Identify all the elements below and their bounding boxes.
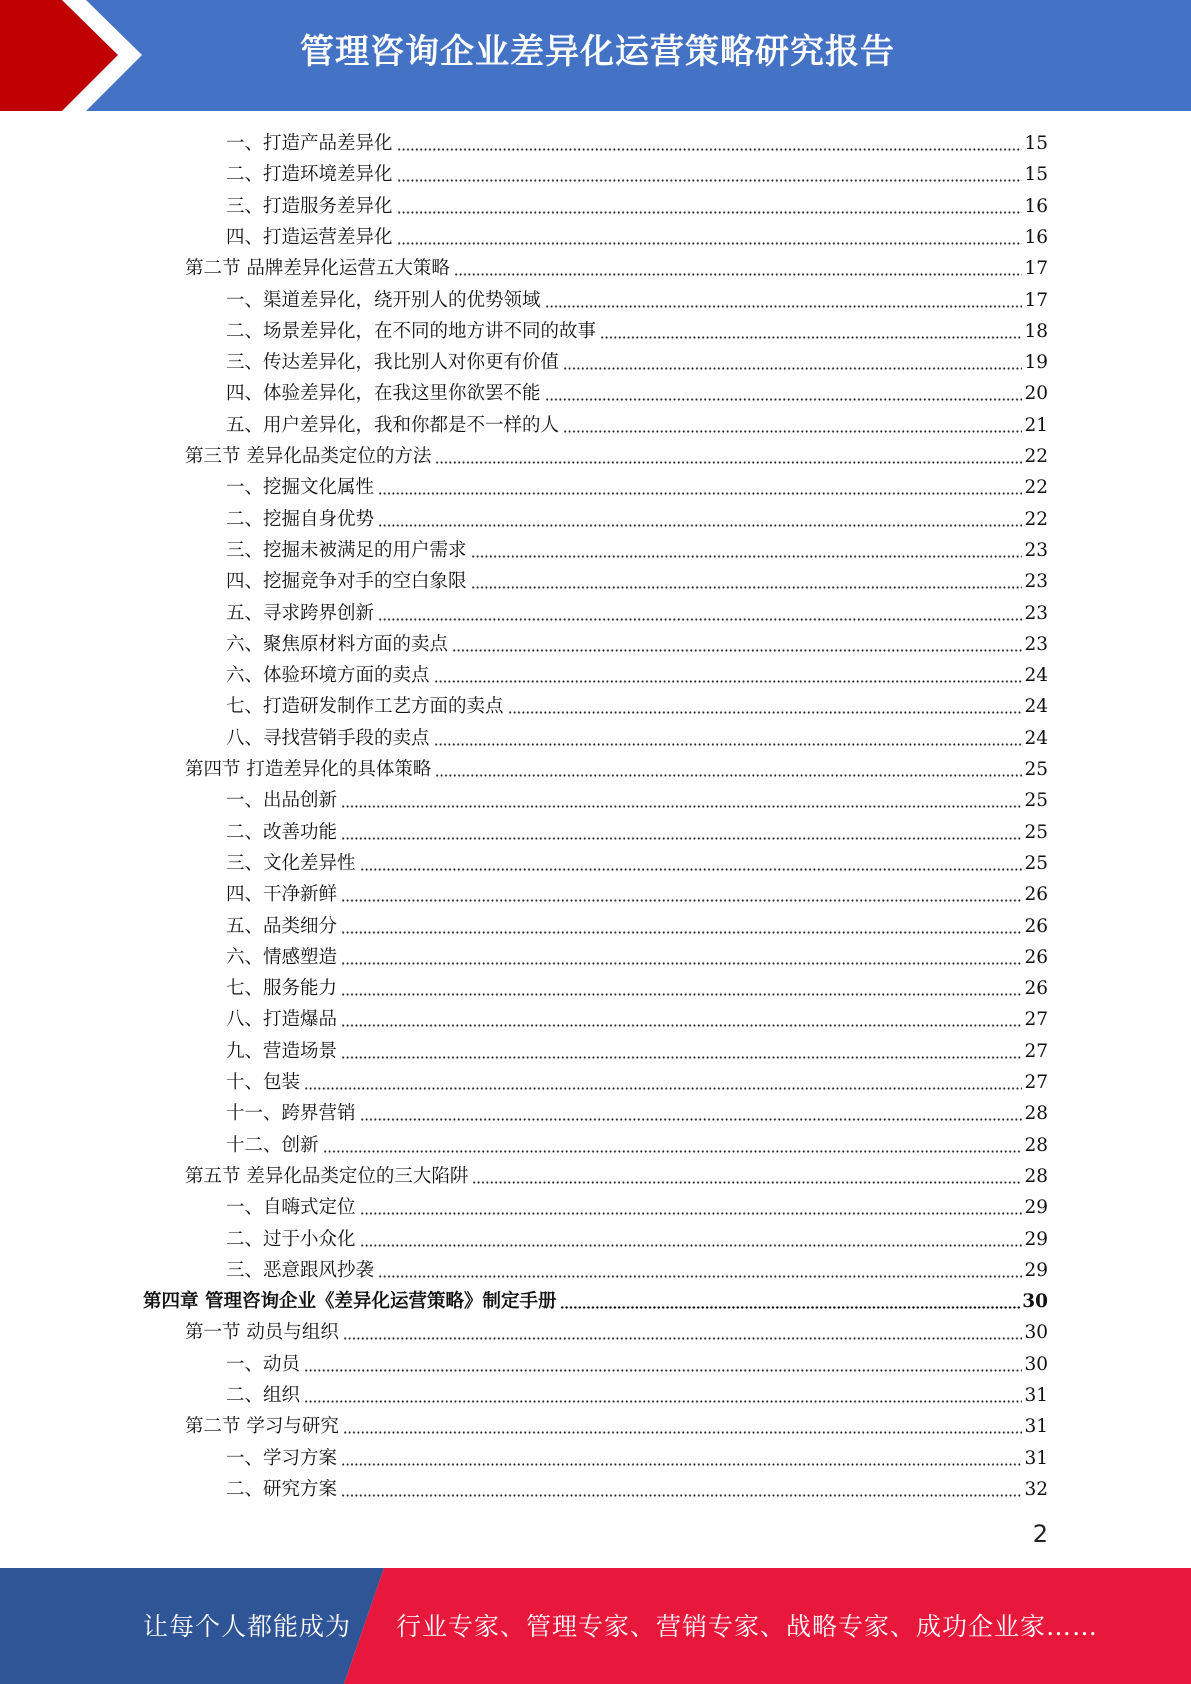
toc-dot-leader bbox=[341, 1463, 1022, 1466]
toc-entry-page: 29 bbox=[1024, 1259, 1048, 1281]
toc-dot-leader bbox=[471, 586, 1023, 589]
toc-entry-label: 五、品类细分 bbox=[226, 915, 338, 937]
toc-entry[interactable] bbox=[185, 1317, 1048, 1348]
toc-entry-page: 30 bbox=[1024, 1353, 1048, 1375]
toc-entry-label: 一、学习方案 bbox=[226, 1447, 338, 1469]
toc-entry[interactable] bbox=[226, 535, 1048, 566]
toc-entry[interactable] bbox=[226, 1474, 1048, 1505]
toc-entry[interactable] bbox=[226, 472, 1048, 503]
toc-entry-label: 七、打造研发制作工艺方面的卖点 bbox=[226, 696, 504, 718]
toc-entry[interactable] bbox=[226, 191, 1048, 222]
toc-entry-label: 五、寻求跨界创新 bbox=[226, 602, 375, 624]
toc-entry-label: 三、恶意跟风抄袭 bbox=[226, 1259, 375, 1281]
toc-entry-label: 一、自嗨式定位 bbox=[226, 1197, 356, 1219]
toc-entry-label: 二、研究方案 bbox=[226, 1478, 338, 1500]
toc-dot-leader bbox=[545, 305, 1023, 308]
toc-entry[interactable] bbox=[226, 504, 1048, 535]
toc-dot-leader bbox=[341, 899, 1022, 902]
toc-entry-label: 第三节 差异化品类定位的方法 bbox=[185, 446, 432, 467]
toc-dot-leader bbox=[341, 805, 1022, 808]
toc-entry-page: 31 bbox=[1024, 1416, 1048, 1438]
toc-entry-label: 二、挖掘自身优势 bbox=[226, 508, 375, 530]
toc-entry-label: 二、场景差异化，在不同的地方讲不同的故事 bbox=[226, 320, 597, 342]
toc-entry-page: 20 bbox=[1024, 383, 1048, 405]
toc-entry-page: 16 bbox=[1024, 195, 1048, 217]
toc-dot-leader bbox=[360, 1212, 1023, 1215]
toc-entry[interactable] bbox=[226, 723, 1048, 754]
toc-entry-label: 十一、跨界营销 bbox=[226, 1103, 356, 1125]
toc-entry[interactable] bbox=[185, 441, 1048, 472]
toc-entry-label: 三、文化差异性 bbox=[226, 852, 356, 874]
toc-entry-page: 29 bbox=[1024, 1197, 1048, 1219]
toc-entry-page: 32 bbox=[1024, 1478, 1048, 1500]
toc-entry[interactable] bbox=[226, 629, 1048, 660]
toc-dot-leader bbox=[378, 524, 1022, 527]
toc-entry[interactable] bbox=[185, 253, 1048, 284]
toc-dot-leader bbox=[397, 148, 1023, 151]
toc-entry[interactable] bbox=[226, 598, 1048, 629]
toc-dot-leader bbox=[397, 242, 1023, 245]
toc-dot-leader bbox=[343, 1337, 1023, 1340]
toc-entry[interactable] bbox=[143, 1286, 1048, 1317]
toc-dot-leader bbox=[600, 336, 1022, 339]
toc-entry-page: 22 bbox=[1024, 446, 1048, 467]
toc-entry-page: 26 bbox=[1024, 978, 1048, 1000]
toc-dot-leader bbox=[304, 1400, 1022, 1403]
toc-entry[interactable] bbox=[226, 1224, 1048, 1255]
toc-entry-page: 26 bbox=[1024, 884, 1048, 906]
toc-entry-page: 24 bbox=[1024, 696, 1048, 718]
toc-dot-leader bbox=[341, 1494, 1022, 1497]
page-footer bbox=[0, 1568, 1191, 1684]
toc-entry-label: 七、服务能力 bbox=[226, 978, 338, 1000]
toc-entry-label: 四、挖掘竞争对手的空白象限 bbox=[226, 571, 467, 593]
toc-entry[interactable] bbox=[185, 1411, 1048, 1442]
toc-dot-leader bbox=[508, 711, 1023, 714]
toc-entry[interactable] bbox=[226, 911, 1048, 942]
toc-entry-page: 27 bbox=[1024, 1040, 1048, 1062]
toc-entry[interactable] bbox=[226, 1349, 1048, 1380]
toc-dot-leader bbox=[563, 430, 1022, 433]
toc-entry-label: 三、传达差异化，我比别人对你更有价值 bbox=[226, 352, 560, 374]
page-header bbox=[0, 0, 1191, 111]
toc-entry-page: 18 bbox=[1024, 320, 1048, 342]
toc-entry[interactable] bbox=[226, 973, 1048, 1004]
toc-entry-page: 15 bbox=[1024, 164, 1048, 186]
toc-entry-page: 19 bbox=[1024, 352, 1048, 374]
toc-dot-leader bbox=[341, 993, 1022, 996]
toc-dot-leader bbox=[378, 1275, 1022, 1278]
toc-dot-leader bbox=[341, 931, 1022, 934]
toc-dot-leader bbox=[343, 1431, 1023, 1434]
toc-entry-label: 一、渠道差异化，绕开别人的优势领域 bbox=[226, 289, 541, 311]
footer-slogan-left: 让每个人都能成为 bbox=[143, 1612, 352, 1641]
toc-entry-label: 四、干净新鲜 bbox=[226, 884, 338, 906]
toc-entry-page: 31 bbox=[1024, 1385, 1048, 1406]
toc-entry[interactable] bbox=[226, 1192, 1048, 1223]
toc-entry-page: 26 bbox=[1024, 915, 1048, 937]
toc-entry[interactable] bbox=[226, 159, 1048, 190]
toc-entry[interactable] bbox=[226, 817, 1048, 848]
toc-entry-label: 一、挖掘文化属性 bbox=[226, 477, 375, 499]
toc-dot-leader bbox=[434, 680, 1023, 683]
toc-dot-leader bbox=[304, 1369, 1022, 1372]
toc-entry-page: 31 bbox=[1024, 1447, 1048, 1469]
toc-entry-page: 23 bbox=[1024, 571, 1048, 593]
toc-entry[interactable] bbox=[226, 785, 1048, 816]
toc-dot-leader bbox=[323, 1150, 1023, 1153]
toc-entry-label: 第四章 管理咨询企业《差异化运营策略》制定手册 bbox=[143, 1291, 557, 1313]
toc-entry[interactable] bbox=[226, 1130, 1048, 1161]
report-title: 管理咨询企业差异化运营策略研究报告 bbox=[300, 32, 895, 72]
toc-dot-leader bbox=[471, 555, 1023, 558]
toc-entry-label: 二、打造环境差异化 bbox=[226, 164, 393, 186]
toc-entry-page: 21 bbox=[1024, 414, 1048, 436]
toc-entry-page: 28 bbox=[1024, 1165, 1048, 1187]
toc-entry-label: 八、打造爆品 bbox=[226, 1009, 338, 1031]
toc-entry-label: 十、包装 bbox=[226, 1072, 301, 1093]
toc-entry[interactable] bbox=[185, 754, 1048, 785]
toc-entry-page: 30 bbox=[1022, 1291, 1048, 1313]
toc-entry-page: 26 bbox=[1024, 946, 1048, 968]
toc-entry-label: 十二、创新 bbox=[226, 1134, 319, 1156]
toc-entry-page: 24 bbox=[1024, 665, 1048, 687]
toc-entry-page: 28 bbox=[1024, 1103, 1048, 1125]
toc-entry[interactable] bbox=[226, 1255, 1048, 1286]
toc-entry-label: 三、打造服务差异化 bbox=[226, 195, 393, 217]
toc-entry[interactable] bbox=[226, 848, 1048, 879]
toc-entry-page: 16 bbox=[1024, 226, 1048, 248]
toc-entry[interactable] bbox=[226, 1380, 1048, 1411]
toc-entry-page: 22 bbox=[1024, 477, 1048, 499]
toc-dot-leader bbox=[341, 837, 1022, 840]
toc-entry[interactable] bbox=[226, 942, 1048, 973]
toc-entry-label: 第二节 品牌差异化运营五大策略 bbox=[185, 258, 450, 280]
toc-entry[interactable] bbox=[226, 222, 1048, 253]
footer-slogan-right: 行业专家、管理专家、营销专家、战略专家、成功企业家…… bbox=[396, 1612, 1099, 1641]
toc-entry-page: 30 bbox=[1024, 1322, 1048, 1344]
toc-entry[interactable] bbox=[226, 1067, 1048, 1098]
toc-entry-label: 四、体验差异化，在我这里你欲罢不能 bbox=[226, 383, 541, 405]
toc-entry[interactable] bbox=[226, 1443, 1048, 1474]
toc-dot-leader bbox=[360, 868, 1023, 871]
toc-entry-label: 四、打造运营差异化 bbox=[226, 226, 393, 248]
toc-entry-label: 二、改善功能 bbox=[226, 821, 338, 843]
toc-dot-leader bbox=[341, 1056, 1022, 1059]
toc-entry-label: 六、情感塑造 bbox=[226, 946, 338, 968]
toc-entry-label: 六、聚焦原材料方面的卖点 bbox=[226, 633, 449, 655]
toc-entry[interactable] bbox=[226, 566, 1048, 597]
toc-dot-leader bbox=[360, 1244, 1023, 1247]
toc-entry-label: 第四节 打造差异化的具体策略 bbox=[185, 759, 432, 780]
toc-entry-page: 17 bbox=[1024, 289, 1048, 311]
toc-dot-leader bbox=[341, 962, 1022, 965]
toc-entry-page: 24 bbox=[1024, 727, 1048, 749]
toc-entry[interactable] bbox=[226, 1098, 1048, 1129]
toc-entry-label: 八、寻找营销手段的卖点 bbox=[226, 727, 430, 749]
toc-entry-page: 25 bbox=[1024, 790, 1048, 812]
toc-entry-label: 第五节 差异化品类定位的三大陷阱 bbox=[185, 1165, 469, 1187]
toc-entry-page: 23 bbox=[1024, 539, 1048, 561]
toc-entry[interactable] bbox=[226, 1004, 1048, 1035]
toc-entry-page: 22 bbox=[1024, 508, 1048, 530]
toc-entry-label: 一、出品创新 bbox=[226, 790, 338, 812]
toc-entry-page: 17 bbox=[1024, 258, 1048, 280]
toc-dot-leader bbox=[378, 618, 1022, 621]
toc-dot-leader bbox=[435, 461, 1022, 464]
toc-dot-leader bbox=[454, 273, 1023, 276]
toc-entry[interactable] bbox=[226, 1036, 1048, 1067]
toc-dot-leader bbox=[434, 743, 1023, 746]
toc-dot-leader bbox=[397, 211, 1023, 214]
toc-dot-leader bbox=[472, 1181, 1022, 1184]
toc-entry-label: 五、用户差异化，我和你都是不一样的人 bbox=[226, 414, 560, 436]
toc-entry-page: 25 bbox=[1024, 759, 1048, 780]
toc-dot-leader bbox=[304, 1087, 1022, 1090]
toc-entry-page: 15 bbox=[1024, 133, 1048, 154]
toc-entry-label: 二、组织 bbox=[226, 1385, 301, 1406]
toc-entry-page: 27 bbox=[1024, 1072, 1048, 1093]
toc-entry-page: 23 bbox=[1024, 633, 1048, 655]
toc-entry-label: 三、挖掘未被满足的用户需求 bbox=[226, 539, 467, 561]
toc-dot-leader bbox=[397, 179, 1023, 182]
toc-entry-page: 25 bbox=[1024, 852, 1048, 874]
toc-entry[interactable] bbox=[226, 285, 1048, 316]
toc-dot-leader bbox=[545, 398, 1023, 401]
toc-entry[interactable] bbox=[226, 347, 1048, 378]
toc-entry-page: 23 bbox=[1024, 602, 1048, 624]
toc-entry[interactable] bbox=[226, 660, 1048, 691]
toc-entry-label: 一、动员 bbox=[226, 1353, 301, 1375]
toc-entry-page: 27 bbox=[1024, 1009, 1048, 1031]
toc-entry[interactable] bbox=[226, 879, 1048, 910]
toc-entry-page: 29 bbox=[1024, 1228, 1048, 1250]
toc-entry[interactable] bbox=[226, 316, 1048, 347]
toc-entry[interactable] bbox=[185, 1161, 1048, 1192]
toc-entry-page: 28 bbox=[1024, 1134, 1048, 1156]
toc-dot-leader bbox=[341, 1024, 1022, 1027]
toc-dot-leader bbox=[435, 774, 1022, 777]
toc-entry-label: 九、营造场景 bbox=[226, 1040, 338, 1062]
toc-entry-label: 六、体验环境方面的卖点 bbox=[226, 665, 430, 687]
toc-dot-leader bbox=[560, 1306, 1020, 1309]
toc-entry[interactable] bbox=[226, 410, 1048, 441]
toc-entry[interactable] bbox=[226, 378, 1048, 409]
page-number: 2 bbox=[1032, 1520, 1048, 1548]
toc-dot-leader bbox=[563, 367, 1022, 370]
toc-dot-leader bbox=[452, 649, 1022, 652]
toc-entry-label: 一、打造产品差异化 bbox=[226, 133, 393, 154]
toc-dot-leader bbox=[378, 492, 1022, 495]
toc-entry-label: 第二节 学习与研究 bbox=[185, 1416, 339, 1438]
toc-entry[interactable] bbox=[226, 691, 1048, 722]
toc-entry-page: 25 bbox=[1024, 821, 1048, 843]
toc-entry-label: 第一节 动员与组织 bbox=[185, 1322, 339, 1344]
toc-dot-leader bbox=[360, 1118, 1023, 1121]
toc-entry-label: 二、过于小众化 bbox=[226, 1228, 356, 1250]
toc-entry[interactable] bbox=[226, 128, 1048, 159]
